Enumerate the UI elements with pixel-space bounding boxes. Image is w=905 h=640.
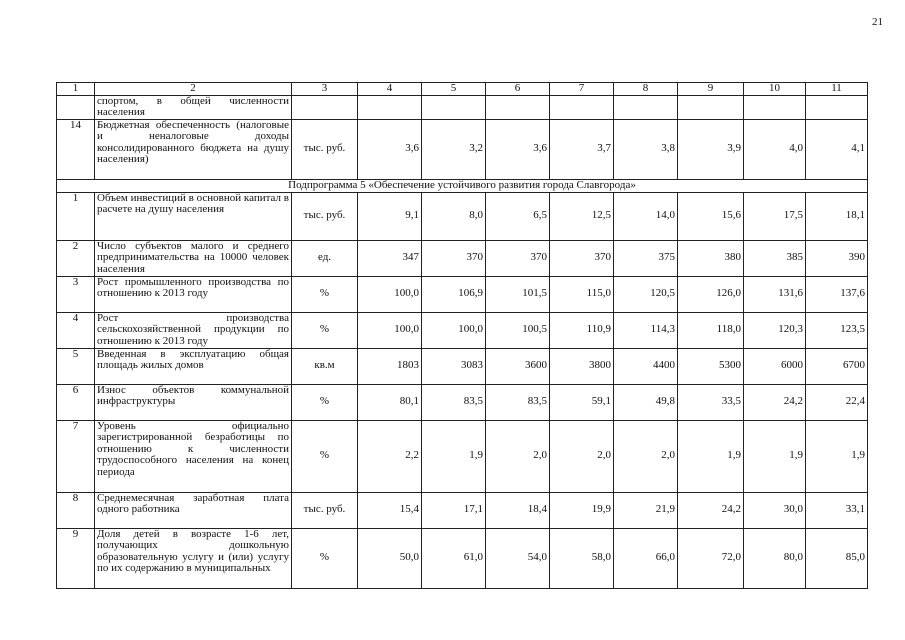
value-cell: 4,0 (744, 119, 806, 179)
value-cell: 1,9 (806, 420, 868, 492)
value-cell (744, 95, 806, 119)
indicator-name: Объем инвестиций в основной капитал в расчете на душу населения (95, 192, 292, 240)
indicator-name: Бюджетная обеспеченность (налоговые и неналоговые доходы консолидированного бюджета на душу населения) (95, 119, 292, 179)
table-row (57, 276, 868, 312)
value-cell: 123,5 (806, 312, 868, 348)
value-cell: 22,4 (806, 384, 868, 420)
value-cell: 3,8 (614, 119, 678, 179)
value-cell: 370 (550, 240, 614, 276)
unit-cell: % (292, 528, 358, 588)
value-cell: 58,0 (550, 528, 614, 588)
value-cell: 137,6 (806, 276, 868, 312)
value-cell: 80,0 (744, 528, 806, 588)
indicator-name: Число субъектов малого и среднего предпринимательства на 10000 человек населения (95, 240, 292, 276)
value-cell: 114,3 (614, 312, 678, 348)
value-cell: 83,5 (422, 384, 486, 420)
value-cell: 100,0 (358, 312, 422, 348)
value-cell: 115,0 (550, 276, 614, 312)
subprogram-title: Подпрограмма 5 «Обеспечение устойчивого развития города Славгорода» (57, 179, 868, 192)
value-cell: 110,9 (550, 312, 614, 348)
value-cell: 370 (486, 240, 550, 276)
value-cell: 2,0 (550, 420, 614, 492)
value-cell: 2,2 (358, 420, 422, 492)
column-number-row (57, 83, 868, 96)
row-number: 8 (57, 492, 95, 528)
value-cell: 14,0 (614, 192, 678, 240)
value-cell: 2,0 (614, 420, 678, 492)
value-cell: 106,9 (422, 276, 486, 312)
unit-cell: тыс. руб. (292, 119, 358, 179)
value-cell: 24,2 (744, 384, 806, 420)
value-cell: 49,8 (614, 384, 678, 420)
indicator-name: Рост производства сельскохозяйственной продукции по отношению к 2013 году (95, 312, 292, 348)
value-cell: 100,0 (422, 312, 486, 348)
value-cell: 2,0 (486, 420, 550, 492)
value-cell: 61,0 (422, 528, 486, 588)
value-cell: 30,0 (744, 492, 806, 528)
value-cell: 390 (806, 240, 868, 276)
page-number: 21 (872, 16, 883, 28)
value-cell (614, 95, 678, 119)
unit-cell: % (292, 384, 358, 420)
row-number: 9 (57, 528, 95, 588)
column-number: 9 (678, 83, 744, 96)
column-number: 8 (614, 83, 678, 96)
indicator-name: Введенная в эксплуатацию общая площадь жилых домов (95, 348, 292, 384)
value-cell: 17,1 (422, 492, 486, 528)
indicator-name: Износ объектов коммунальной инфраструктуры (95, 384, 292, 420)
value-cell: 1,9 (678, 420, 744, 492)
indicator-name: Рост промышленного производства по отношению к 2013 году (95, 276, 292, 312)
value-cell: 120,3 (744, 312, 806, 348)
value-cell: 5300 (678, 348, 744, 384)
row-number: 4 (57, 312, 95, 348)
indicators-table (56, 82, 868, 589)
table-row (57, 95, 868, 119)
row-number: 2 (57, 240, 95, 276)
row-number: 6 (57, 384, 95, 420)
column-number: 1 (57, 83, 95, 96)
value-cell (806, 95, 868, 119)
value-cell: 131,6 (744, 276, 806, 312)
column-number: 11 (806, 83, 868, 96)
table-row (57, 420, 868, 492)
value-cell: 4,1 (806, 119, 868, 179)
value-cell: 3,7 (550, 119, 614, 179)
value-cell: 3,6 (358, 119, 422, 179)
column-number: 6 (486, 83, 550, 96)
value-cell: 72,0 (678, 528, 744, 588)
value-cell: 3083 (422, 348, 486, 384)
unit-cell: тыс. руб. (292, 192, 358, 240)
value-cell: 380 (678, 240, 744, 276)
value-cell: 54,0 (486, 528, 550, 588)
value-cell: 24,2 (678, 492, 744, 528)
value-cell (678, 95, 744, 119)
unit-cell: % (292, 276, 358, 312)
subprogram-row (57, 179, 868, 192)
value-cell: 3800 (550, 348, 614, 384)
value-cell: 12,5 (550, 192, 614, 240)
value-cell (486, 95, 550, 119)
table-row (57, 528, 868, 588)
value-cell: 15,4 (358, 492, 422, 528)
unit-cell: тыс. руб. (292, 492, 358, 528)
row-number: 3 (57, 276, 95, 312)
column-number: 3 (292, 83, 358, 96)
value-cell: 3,6 (486, 119, 550, 179)
table-row (57, 192, 868, 240)
table-row (57, 348, 868, 384)
value-cell: 66,0 (614, 528, 678, 588)
value-cell: 6700 (806, 348, 868, 384)
table-row (57, 240, 868, 276)
table-row (57, 384, 868, 420)
value-cell: 85,0 (806, 528, 868, 588)
unit-cell: кв.м (292, 348, 358, 384)
column-number: 7 (550, 83, 614, 96)
row-number: 7 (57, 420, 95, 492)
value-cell: 18,4 (486, 492, 550, 528)
unit-cell: % (292, 420, 358, 492)
table-row (57, 492, 868, 528)
indicator-name: спортом, в общей численности населения (95, 95, 292, 119)
unit-cell: % (292, 312, 358, 348)
value-cell: 33,5 (678, 384, 744, 420)
value-cell: 120,5 (614, 276, 678, 312)
row-number (57, 95, 95, 119)
value-cell: 4400 (614, 348, 678, 384)
value-cell (422, 95, 486, 119)
column-number: 2 (95, 83, 292, 96)
table-row (57, 312, 868, 348)
value-cell: 19,9 (550, 492, 614, 528)
value-cell: 118,0 (678, 312, 744, 348)
value-cell: 8,0 (422, 192, 486, 240)
value-cell: 17,5 (744, 192, 806, 240)
unit-cell: ед. (292, 240, 358, 276)
value-cell: 1,9 (422, 420, 486, 492)
value-cell: 3,9 (678, 119, 744, 179)
value-cell: 9,1 (358, 192, 422, 240)
indicator-name: Доля детей в возрасте 1-6 лет, получающих дошкольную образовательную услугу и (или) услугу по их содержанию в муниципальных (95, 528, 292, 588)
column-number: 10 (744, 83, 806, 96)
value-cell: 375 (614, 240, 678, 276)
value-cell: 83,5 (486, 384, 550, 420)
value-cell: 33,1 (806, 492, 868, 528)
value-cell: 6000 (744, 348, 806, 384)
value-cell: 18,1 (806, 192, 868, 240)
column-number: 4 (358, 83, 422, 96)
row-number: 1 (57, 192, 95, 240)
value-cell: 370 (422, 240, 486, 276)
value-cell: 1803 (358, 348, 422, 384)
value-cell: 6,5 (486, 192, 550, 240)
value-cell: 59,1 (550, 384, 614, 420)
indicator-name: Уровень официально зарегистрированной безработицы по отношению к численности трудоспособного населения на конец периода (95, 420, 292, 492)
table-row (57, 119, 868, 179)
table-body (57, 95, 868, 588)
value-cell: 3600 (486, 348, 550, 384)
value-cell: 80,1 (358, 384, 422, 420)
unit-cell (292, 95, 358, 119)
value-cell: 3,2 (422, 119, 486, 179)
value-cell: 50,0 (358, 528, 422, 588)
value-cell: 21,9 (614, 492, 678, 528)
value-cell: 347 (358, 240, 422, 276)
value-cell: 15,6 (678, 192, 744, 240)
value-cell: 385 (744, 240, 806, 276)
value-cell (550, 95, 614, 119)
value-cell: 101,5 (486, 276, 550, 312)
row-number: 5 (57, 348, 95, 384)
value-cell: 100,0 (358, 276, 422, 312)
value-cell: 126,0 (678, 276, 744, 312)
row-number: 14 (57, 119, 95, 179)
value-cell: 100,5 (486, 312, 550, 348)
value-cell (358, 95, 422, 119)
indicator-name: Среднемесячная заработная плата одного работника (95, 492, 292, 528)
value-cell: 1,9 (744, 420, 806, 492)
column-number: 5 (422, 83, 486, 96)
